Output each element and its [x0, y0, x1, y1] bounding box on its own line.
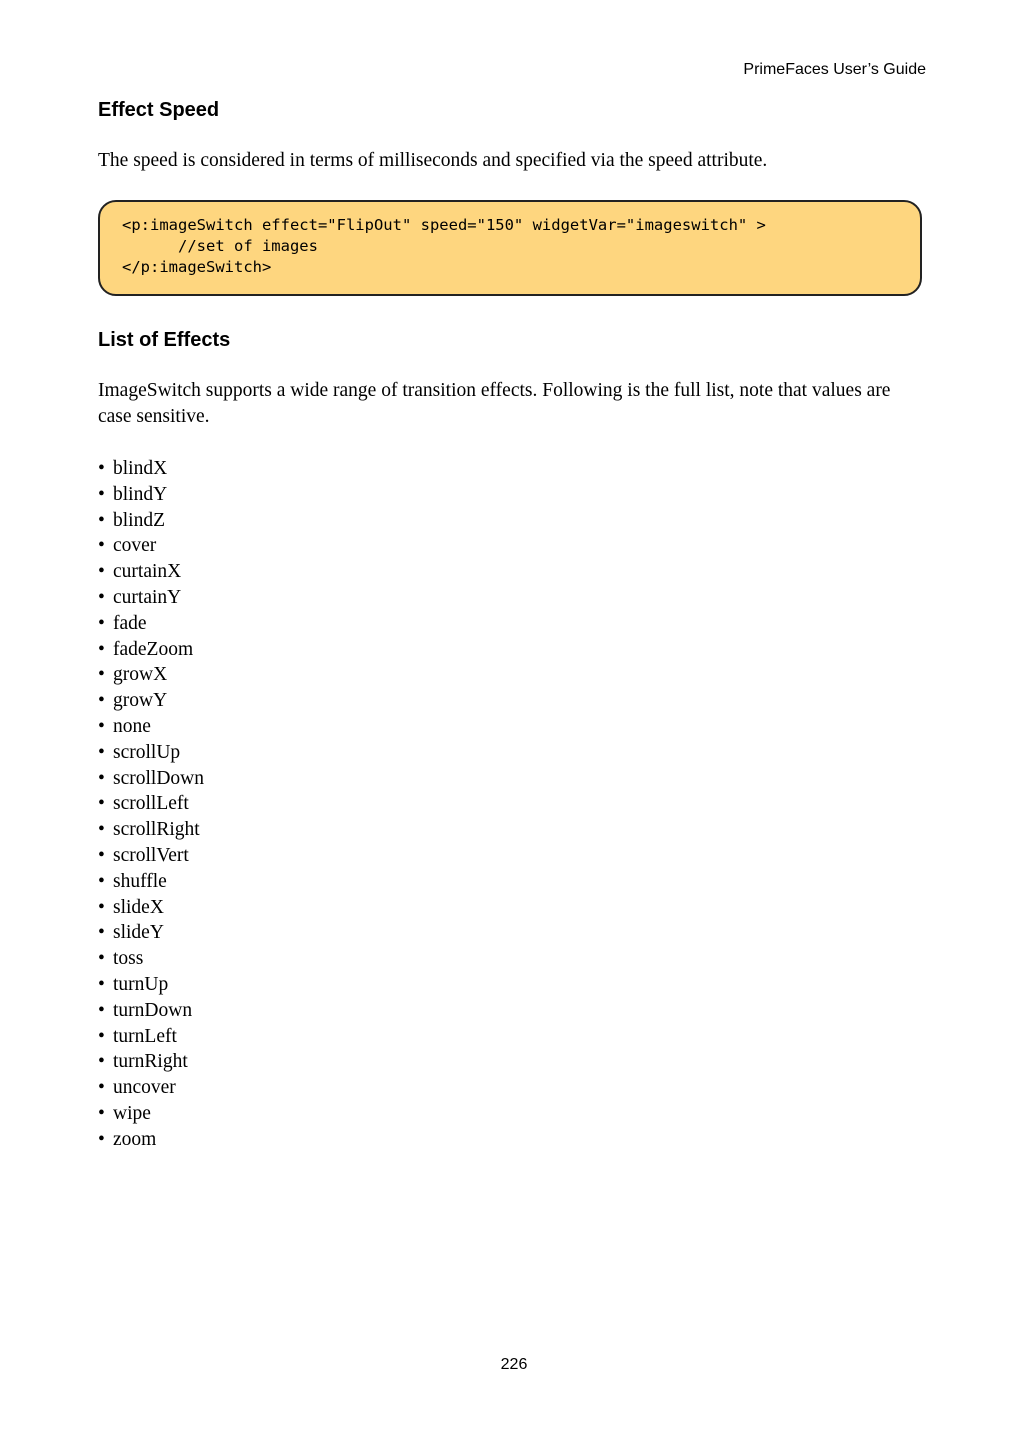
- list-item: [98, 946, 926, 972]
- effect-name: turnRight: [113, 1051, 188, 1073]
- bullet-icon: •: [98, 948, 105, 970]
- list-of-effects-paragraph: ImageSwitch supports a wide range of transition effects. Following is the full list, note that values are case sensitive.: [98, 380, 891, 427]
- effect-name: fade: [113, 612, 147, 634]
- bullet-icon: •: [98, 870, 105, 892]
- bullet-icon: •: [98, 819, 105, 841]
- bullet-icon: •: [98, 741, 105, 763]
- code-line: //set of images: [122, 237, 318, 255]
- bullet-icon: •: [98, 1051, 105, 1073]
- effect-name: shuffle: [113, 870, 167, 892]
- list-item: [98, 637, 926, 663]
- bullet-icon: •: [98, 561, 105, 583]
- bullet-icon: •: [98, 844, 105, 866]
- list-item: [98, 972, 926, 998]
- bullet-icon: •: [98, 1025, 105, 1047]
- bullet-icon: •: [98, 922, 105, 944]
- list-item: [98, 559, 926, 585]
- section-heading-list-of-effects: List of Effects: [98, 329, 231, 351]
- effect-name: slideX: [113, 896, 164, 918]
- code-block: [98, 200, 922, 296]
- bullet-icon: •: [98, 1128, 105, 1150]
- effect-name: growY: [113, 690, 168, 712]
- effect-name: turnDown: [113, 999, 193, 1021]
- effect-name: curtainX: [113, 561, 182, 583]
- effect-name: none: [113, 715, 151, 737]
- bullet-icon: •: [98, 638, 105, 660]
- effect-name: curtainY: [113, 586, 182, 608]
- bullet-icon: •: [98, 509, 105, 531]
- effect-name: scrollVert: [113, 844, 189, 866]
- effect-name: scrollDown: [113, 767, 204, 789]
- effect-name: scrollRight: [113, 819, 200, 841]
- section-heading-effect-speed: Effect Speed: [98, 99, 220, 121]
- bullet-icon: •: [98, 999, 105, 1021]
- code-line: </p:imageSwitch>: [122, 258, 272, 276]
- effect-name: scrollLeft: [113, 793, 189, 815]
- list-item: [98, 1024, 926, 1050]
- effect-name: scrollUp: [113, 741, 181, 763]
- bullet-icon: •: [98, 612, 105, 634]
- list-item: [98, 1101, 926, 1127]
- effect-name: blindY: [113, 483, 168, 505]
- running-header: PrimeFaces User’s Guide: [743, 61, 926, 78]
- bullet-icon: •: [98, 458, 105, 479]
- page-content: [98, 96, 926, 1153]
- effect-name: wipe: [113, 1102, 151, 1124]
- list-item: [98, 482, 926, 508]
- effect-speed-paragraph: The speed is considered in terms of milliseconds and specified via the speed attribute.: [98, 150, 768, 171]
- list-item: [98, 766, 926, 792]
- page-number: 226: [500, 1356, 528, 1373]
- list-item: [98, 817, 926, 843]
- effect-name: uncover: [113, 1077, 176, 1099]
- list-item: [98, 740, 926, 766]
- effect-name: slideY: [113, 922, 164, 944]
- list-item: [98, 1075, 926, 1101]
- bullet-icon: •: [98, 483, 105, 505]
- list-item: [98, 920, 926, 946]
- list-item: [98, 895, 926, 921]
- bullet-icon: •: [98, 1102, 105, 1124]
- list-item: [98, 456, 926, 482]
- list-item: [98, 1127, 926, 1153]
- list-item: [98, 791, 926, 817]
- bullet-icon: •: [98, 973, 105, 995]
- bullet-icon: •: [98, 715, 105, 737]
- effect-name: growX: [113, 664, 168, 686]
- list-item: [98, 611, 926, 637]
- effect-name: fadeZoom: [113, 638, 194, 660]
- effect-name: turnUp: [113, 973, 169, 995]
- list-item: [98, 869, 926, 895]
- bullet-icon: •: [98, 793, 105, 815]
- bullet-icon: •: [98, 896, 105, 918]
- bullet-icon: •: [98, 664, 105, 686]
- effect-name: blindX: [113, 458, 168, 479]
- code-line: <p:imageSwitch effect="FlipOut" speed="150" widgetVar="imageswitch" >: [122, 216, 766, 234]
- bullet-icon: •: [98, 1077, 105, 1099]
- list-item: [98, 998, 926, 1024]
- list-item: [98, 508, 926, 534]
- effects-list: [98, 456, 926, 1153]
- list-item: [98, 1049, 926, 1075]
- list-item: [98, 714, 926, 740]
- effect-name: blindZ: [113, 509, 165, 531]
- effect-name: cover: [113, 535, 157, 557]
- effect-name: turnLeft: [113, 1025, 177, 1047]
- list-item: [98, 533, 926, 559]
- list-item: [98, 688, 926, 714]
- list-item: [98, 843, 926, 869]
- list-item: [98, 662, 926, 688]
- list-item: [98, 585, 926, 611]
- bullet-icon: •: [98, 586, 105, 608]
- bullet-icon: •: [98, 690, 105, 712]
- effect-name: zoom: [113, 1128, 157, 1150]
- effect-name: toss: [113, 948, 144, 970]
- bullet-icon: •: [98, 535, 105, 557]
- bullet-icon: •: [98, 767, 105, 789]
